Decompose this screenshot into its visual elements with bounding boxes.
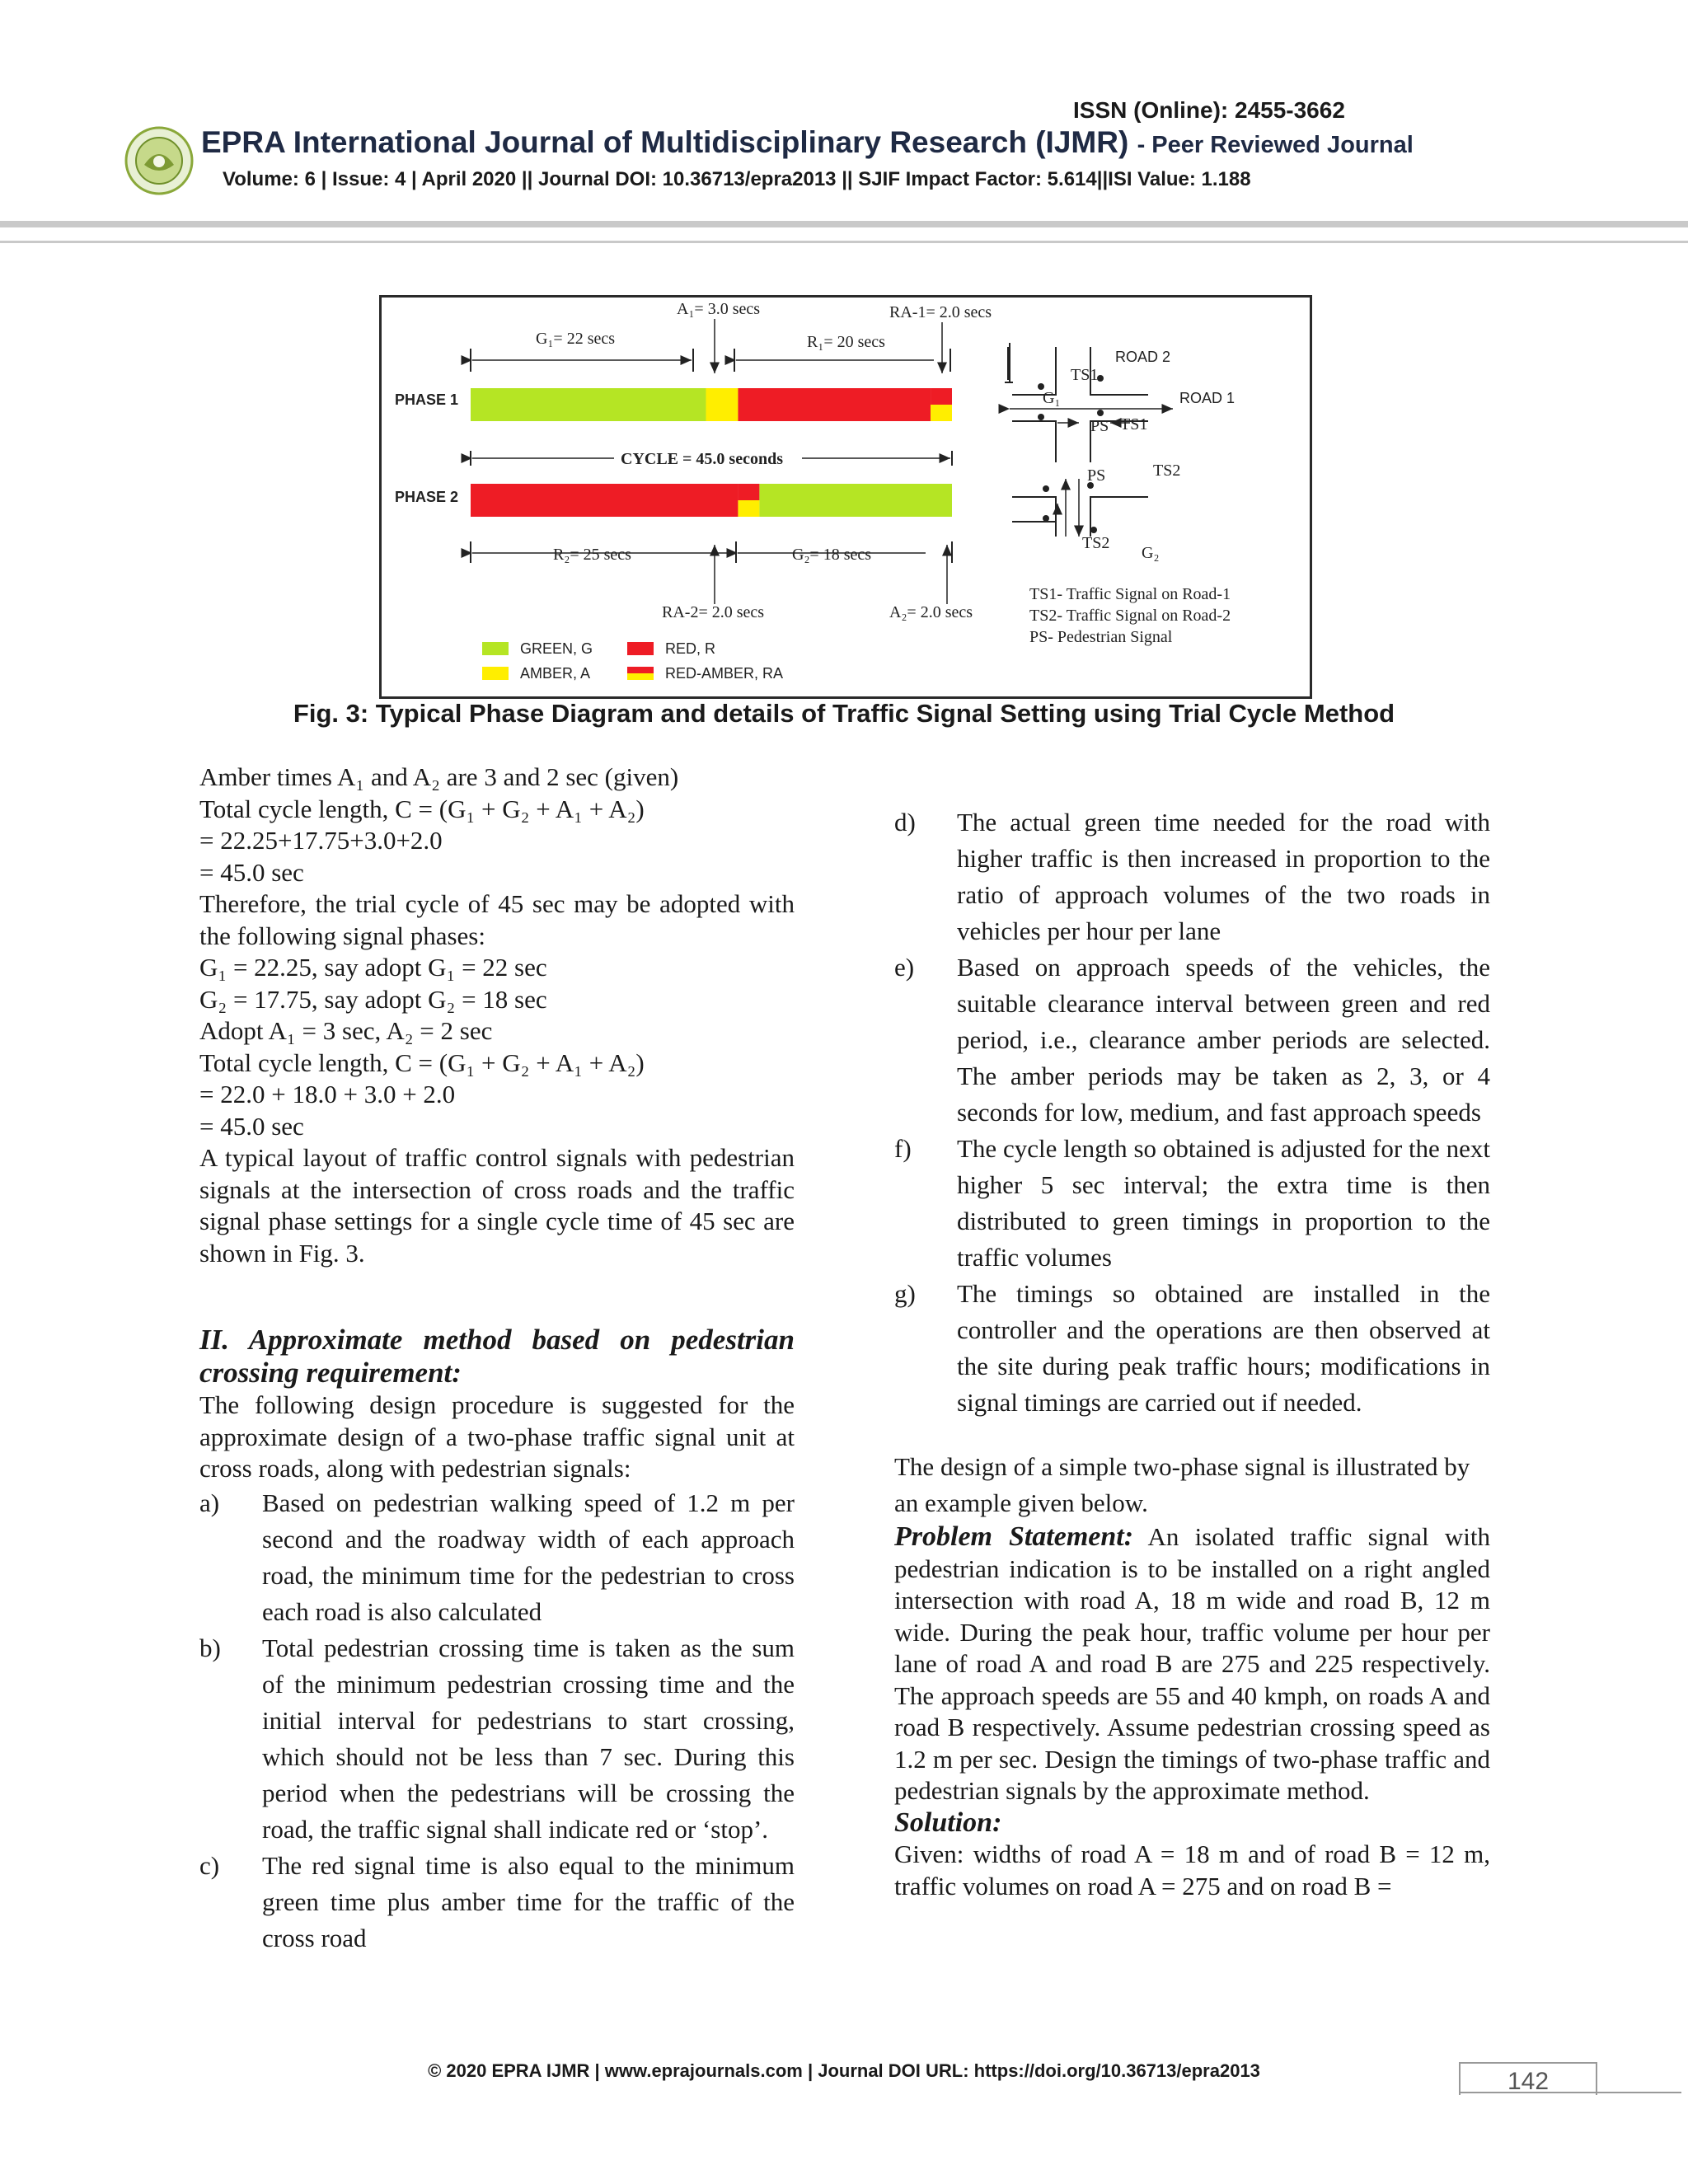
- list-text: The red signal time is also equal to the minimum green time plus amber time for the traffic of the cross road: [262, 1850, 795, 1952]
- list-label: b): [199, 1633, 221, 1662]
- label-ps-mid: PS: [1087, 466, 1106, 485]
- label-g2-small: G₂: [1142, 544, 1160, 562]
- footer-text: 2020 EPRA IJMR | www.eprajournals.com | Journal DOI URL: https://doi.org/10.36713/epra2013: [441, 2060, 1260, 2081]
- signal-dot: [1043, 515, 1049, 522]
- list-item: [894, 1131, 1490, 1276]
- label-g1-small: G₁: [1043, 389, 1061, 407]
- label-ra2: RA-2= 2.0 secs: [662, 603, 765, 621]
- phase2-bar: [471, 484, 952, 517]
- header-rule-thin: [0, 241, 1688, 243]
- label-phase1: PHASE 1: [395, 391, 459, 408]
- label-ts1-right: TS1: [1120, 415, 1148, 434]
- label-g2: G₂= 18 secs: [792, 546, 872, 564]
- legend-red: RED, R: [665, 640, 716, 657]
- list-item: [199, 1630, 795, 1848]
- header-rule: [0, 221, 1688, 227]
- list-text: The timings so obtained are installed in the controller and the operations are then observed at the site during peak traffic hours; modifications in signal timings are carried out if needed.: [957, 1279, 1490, 1417]
- bar-segment-red-amber-bottom: [738, 500, 759, 517]
- label-a1: A₁= 3.0 secs: [677, 300, 761, 318]
- page-number: [1459, 2062, 1597, 2095]
- phase1-bar: [471, 388, 952, 421]
- list-label: g): [894, 1279, 916, 1308]
- problem-statement: [894, 1521, 1490, 1807]
- text-line: = 22.25+17.75+3.0+2.0: [199, 826, 443, 855]
- text-line: Total cycle length, C = (G₁ + G₂ + A₁ + A₂): [199, 794, 645, 823]
- list-item: [894, 949, 1490, 1131]
- label-ts2-right: TS2: [1153, 462, 1181, 480]
- figure-3: [379, 295, 1312, 699]
- label-ra1: RA-1= 2.0 secs: [889, 303, 992, 321]
- label-cycle: CYCLE = 45.0 seconds: [621, 450, 783, 468]
- label-ts1-top: TS1: [1071, 366, 1099, 384]
- bar-segment-red: [471, 484, 738, 517]
- label-road2: ROAD 2: [1115, 349, 1171, 365]
- bar-segment-green: [759, 484, 952, 517]
- text-line: = 22.0 + 18.0 + 3.0 + 2.0: [199, 1080, 456, 1108]
- legend-red-swatch: [627, 642, 654, 655]
- legend-redamber-swatch-top: [627, 667, 654, 673]
- legend-amber: AMBER, A: [520, 665, 591, 682]
- list-item: [894, 804, 1490, 949]
- phase-diagram: [382, 298, 1310, 696]
- figure-caption: Fig. 3: Typical Phase Diagram and details of Traffic Signal Setting using Trial Cycle Method: [293, 699, 1395, 728]
- list-text: The actual green time needed for the road with higher traffic is then increased in proportion to the ratio of approach volumes of the two roads in vehicles per hour per lane: [957, 808, 1490, 945]
- list-label: e): [894, 953, 915, 982]
- signal-dot: [1097, 410, 1104, 416]
- journal-name: EPRA International Journal of Multidisciplinary Research (IJMR): [201, 125, 1129, 159]
- text-paragraph: The following design procedure is suggested for the approximate design of a two-phase traffic signal unit at cross roads, along with pedestrian signals:: [199, 1390, 795, 1483]
- list-item: [199, 1485, 795, 1630]
- peer-reviewed: - Peer Reviewed Journal: [1137, 132, 1414, 158]
- def-ts1: TS1- Traffic Signal on Road-1: [1029, 585, 1231, 603]
- bar-segment-red-amber-bottom: [931, 405, 952, 421]
- text-line: Total cycle length, C = (G₁ + G₂ + A₁ + A₂): [199, 1047, 645, 1077]
- bar-segment-green: [471, 388, 706, 421]
- journal-title: [201, 125, 1414, 160]
- label-ps-top: PS: [1090, 417, 1109, 435]
- solution-heading: Solution:: [894, 1807, 1002, 1838]
- text-line: = 45.0 sec: [199, 857, 304, 887]
- label-phase2: PHASE 2: [395, 489, 459, 505]
- label-r2: R₂= 25 secs: [553, 546, 631, 564]
- problem-statement-label: Problem Statement:: [894, 1521, 1134, 1552]
- list-item: [199, 1848, 795, 1957]
- legend-amber-swatch: [482, 667, 509, 680]
- text-line: Adopt A₁ = 3 sec, A₂ = 2 sec: [199, 1016, 493, 1045]
- bar-segment-red: [738, 388, 931, 421]
- list-text: Total pedestrian crossing time is taken as the sum of the minimum pedestrian crossing time and the initial interval for pedestrians to start crossing, which should not be less than 7 sec. During this period when the pedestrians will be crossing the road, the traffic signal shall indicate red or ‘stop’.: [262, 1633, 795, 1844]
- label-a2: A₂= 2.0 secs: [889, 603, 973, 621]
- issn: ISSN (Online): 2455-3662: [1073, 97, 1345, 123]
- def-ps: PS- Pedestrian Signal: [1029, 628, 1173, 646]
- volume-info: Volume: 6 | Issue: 4 | April 2020 || Journal DOI: 10.36713/epra2013 || SJIF Impact Factor: 5.614||ISI Value: 1.188: [223, 168, 1251, 190]
- bar-segment-red-amber-top: [931, 388, 952, 405]
- def-ts2: TS2- Traffic Signal on Road-2: [1029, 607, 1231, 625]
- text-paragraph: The design of a simple two-phase signal is illustrated by an example given below.: [894, 1452, 1470, 1517]
- bar-segment-amber: [706, 388, 738, 421]
- text-line: G₁ = 22.25, say adopt G₁ = 22 sec: [199, 953, 547, 982]
- list-text: Based on approach speeds of the vehicles, the suitable clearance interval between green and red period, i.e., clearance amber periods are selected. The amber periods may be taken as 2, 3, or 4 seconds for low, medium, and fast approach speeds: [957, 953, 1490, 1127]
- bar-segment-red-amber-top: [738, 484, 759, 500]
- text-paragraph: Given: widths of road A = 18 m and of road B = 12 m, traffic volumes on road A = 275 and on road B =: [894, 1840, 1490, 1900]
- label-r1: R₁= 20 secs: [807, 333, 885, 351]
- legend-redamber: RED-AMBER, RA: [665, 665, 784, 682]
- text-paragraph: A typical layout of traffic control signals with pedestrian signals at the intersection of cross roads and the traffic signal phase settings for a single cycle time of 45 sec are shown in Fig. 3.: [199, 1143, 795, 1268]
- journal-logo: [124, 125, 195, 196]
- list-item: [894, 1276, 1490, 1421]
- list-label: d): [894, 808, 916, 837]
- legend-green-swatch: [482, 642, 509, 655]
- page-number-text: 142: [1507, 2068, 1550, 2095]
- section-heading: II. Approximate method based on pedestrian crossing requirement:: [199, 1324, 795, 1389]
- label-ts2-bottom: TS2: [1082, 534, 1110, 552]
- list-text: Based on pedestrian walking speed of 1.2 m per second and the roadway width of each approach road, the minimum time for the pedestrian to cross each road is also calculated: [262, 1488, 795, 1626]
- list-label: a): [199, 1488, 220, 1517]
- signal-dot: [1090, 527, 1097, 533]
- legend-green: GREEN, G: [520, 640, 593, 657]
- list-label: f): [894, 1134, 912, 1163]
- signal-dot: [1038, 414, 1044, 420]
- text-line: Amber times A₁ and A₂ are 3 and 2 sec (given): [199, 762, 679, 791]
- text-line: = 45.0 sec: [199, 1111, 304, 1141]
- legend-redamber-swatch-bottom: [627, 673, 654, 680]
- left-column: [199, 762, 795, 1957]
- footer: [0, 2060, 1688, 2082]
- label-g1: G₁= 22 secs: [536, 330, 616, 348]
- text-line: G₂ = 17.75, say adopt G₂ = 18 sec: [199, 984, 547, 1014]
- list-label: c): [199, 1850, 220, 1880]
- right-column: [894, 804, 1490, 1902]
- list-text: The cycle length so obtained is adjusted for the next higher 5 sec interval; the extra time is then distributed to green timings in proportion to the traffic volumes: [957, 1134, 1490, 1272]
- label-road1: ROAD 1: [1179, 390, 1236, 406]
- problem-statement-text: An isolated traffic signal with pedestrian indication is to be installed on a right angled intersection with road A, 18 m wide and road B, 12 m wide. During the peak hour, traffic volume per hour per lane of road A and road B are 275 and 225 respectively. The approach speeds are 55 and 40 kmph, on roads A and road B respectively. Assume pedestrian crossing speed as 1.2 m per sec. Design the timings of two-phase traffic and pedestrian signals by the approximate method.: [894, 1522, 1490, 1805]
- signal-dot: [1043, 485, 1049, 492]
- text-paragraph: Therefore, the trial cycle of 45 sec may be adopted with the following signal phases:: [199, 889, 795, 950]
- copyright-icon: ©: [428, 2060, 442, 2081]
